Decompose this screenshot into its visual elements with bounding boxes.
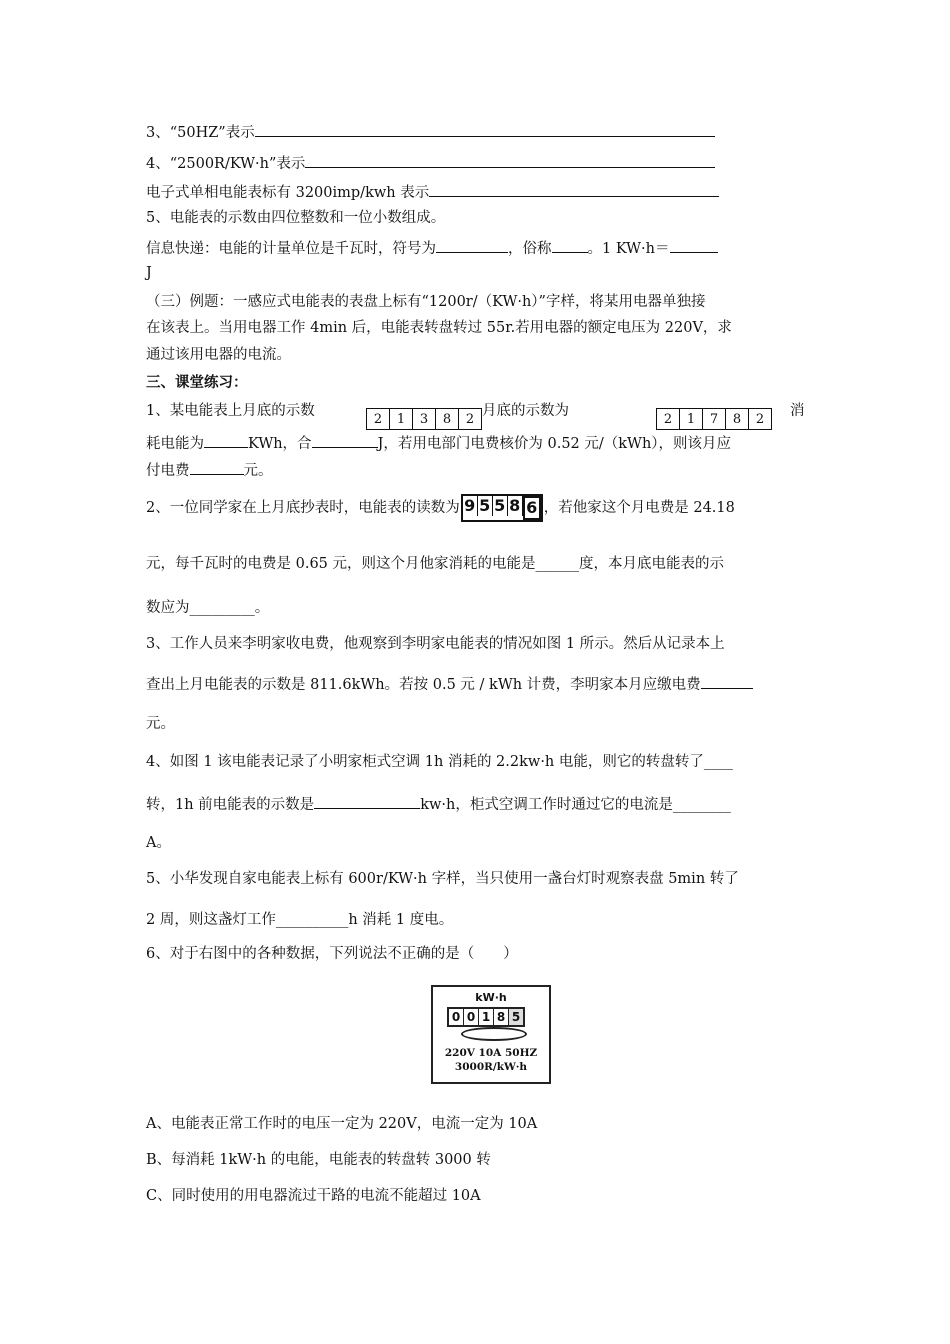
blank[interactable] (255, 121, 715, 137)
q1-month-end (482, 401, 569, 421)
text: C、同时使用的用电器流过干路的电流不能超过 10A (146, 1188, 481, 1204)
text: 转，1h 前电能表的示数是 (146, 797, 315, 813)
text: 消 (790, 403, 805, 419)
q1-line-3 (146, 459, 273, 481)
q4-line-2 (146, 793, 731, 815)
section-heading-practice (146, 373, 248, 393)
digit: 2 (367, 409, 390, 429)
example-line-3 (146, 345, 291, 365)
text: 5、电能表的示数由四位整数和一位小数组成。 (146, 210, 446, 226)
digit: 5 (509, 1009, 523, 1025)
q5-line-1 (146, 869, 739, 889)
meter-spec-1: 220V 10A 50HZ (444, 1047, 538, 1059)
text: J (146, 265, 152, 281)
text: ，俗称 (508, 241, 552, 257)
text: 3、工作人员来李明家收电费，他观察到李明家电能表的情况如图 1 所示。然后从记录本上 (146, 636, 725, 652)
text: 元，每千瓦时的电费是 0.65 元，则这个月他家消耗的电能是______度，本月底电能表的示 (146, 556, 725, 572)
text: 6、对于右图中的各种数据，下列说法不正确的是（ ） (146, 946, 518, 962)
q6-stem (146, 944, 518, 964)
digit: 5 (493, 496, 508, 516)
text: 5、小华发现自家电能表上标有 600r/KW·h 字样，当只使用一盏台灯时观察表盘 5min 转了 (146, 871, 739, 887)
digit: 8 (436, 409, 459, 429)
text: 信息快递：电能的计量单位是千瓦时，符号为 (146, 241, 436, 257)
blank[interactable] (204, 432, 248, 448)
item-3-50hz (146, 121, 715, 143)
text: 三、课堂练习： (146, 374, 248, 391)
info-express (146, 237, 718, 259)
digit: 1 (680, 409, 703, 429)
q2-line-1 (146, 494, 735, 522)
q2-line-2 (146, 554, 724, 574)
reading-display (461, 494, 543, 522)
q3-line-2 (146, 673, 753, 695)
digit: 9 (463, 496, 478, 516)
digit: 8 (494, 1009, 509, 1025)
q4-line-1 (146, 752, 733, 772)
text: B、每消耗 1kW·h 的电能，电能表的转盘转 3000 转 (146, 1152, 491, 1168)
text: KWh，合 (248, 436, 312, 452)
digit: 3 (413, 409, 436, 429)
text: J，若用电部门电费核价为 0.52 元/（kWh），则该月应 (377, 436, 732, 452)
blank[interactable] (305, 152, 715, 168)
q1-line-1 (146, 401, 315, 421)
option-c (146, 1186, 481, 1206)
meter-unit: kW·h (475, 991, 507, 1004)
item-4-2500r (146, 152, 715, 174)
text: A。 (146, 835, 171, 851)
text: kw·h，柜式空调工作时通过它的电流是________ (420, 797, 731, 813)
text: 数应为_________。 (146, 600, 270, 616)
meter-this-month (656, 408, 772, 430)
item-electronic-meter (146, 181, 719, 203)
q1-xiao (790, 401, 805, 421)
text: 4、“2500R/KW·h”表示 (146, 156, 306, 172)
text: 。1 KW·h＝ (587, 241, 670, 257)
text: 1、某电能表上月底的示数 (146, 403, 315, 419)
text: 在该表上。当用电器工作 4min 后，电能表转盘转过 55r.若用电器的额定电压为 220V，求 (146, 320, 732, 336)
unit-j (146, 263, 152, 283)
option-b (146, 1150, 491, 1170)
item-5-digits (146, 208, 445, 228)
text: 月底的示数为 (482, 403, 569, 419)
option-a (146, 1114, 537, 1134)
example-line-2 (146, 318, 732, 338)
q2-line-3 (146, 598, 269, 618)
text: 元。 (243, 463, 273, 479)
text: 4、如图 1 该电能表记录了小明家柜式空调 1h 消耗的 2.2kw·h 电能，则它的转盘转了____ (146, 754, 733, 770)
digit: 8 (726, 409, 749, 429)
meter-figure (431, 985, 551, 1084)
text: （三）例题：一感应式电能表的表盘上标有“1200r/（KW·h）”字样，将某用电器单独接 (146, 294, 706, 310)
blank[interactable] (312, 432, 378, 448)
blank[interactable] (436, 237, 508, 253)
blank[interactable] (429, 181, 719, 197)
blank[interactable] (552, 237, 588, 253)
digit: 6 (523, 496, 541, 520)
text: 2、一位同学家在上月底抄表时，电能表的读数为 (146, 500, 460, 516)
q3-line-1 (146, 634, 725, 654)
blank[interactable] (190, 459, 244, 475)
text: ，若他家这个月电费是 24.18 (543, 500, 735, 516)
q4-line-3 (146, 833, 171, 853)
meter-spec-2: 3000R/kW·h (454, 1061, 528, 1073)
blank[interactable] (701, 673, 753, 689)
text: 元。 (146, 716, 175, 732)
text: 2 周，则这盏灯工作__________h 消耗 1 度电。 (146, 912, 454, 928)
blank[interactable] (314, 793, 420, 809)
digit: 0 (464, 1009, 479, 1025)
digit: 2 (657, 409, 680, 429)
example-line-1 (146, 292, 705, 312)
text: 付电费 (146, 463, 190, 479)
text: 通过该用电器的电流。 (146, 347, 291, 363)
digit: 8 (508, 496, 523, 516)
blank[interactable] (670, 237, 718, 253)
digit: 2 (755, 411, 765, 427)
meter-disc (461, 1027, 527, 1041)
text: 查出上月电能表的示数是 811.6kWh。若按 0.5 元 / kWh 计费，李明家本月应缴电费 (146, 677, 701, 693)
text: 电子式单相电能表标有 3200imp/kwh 表示 (146, 185, 430, 201)
q1-line-2 (146, 432, 731, 454)
meter-last-month (366, 408, 482, 430)
text: A、电能表正常工作时的电压一定为 220V，电流一定为 10A (146, 1116, 538, 1132)
digit: 7 (703, 409, 726, 429)
digit: 1 (479, 1009, 494, 1025)
text: 3、“50HZ”表示 (146, 125, 255, 141)
q3-line-3 (146, 714, 175, 734)
text: 耗电能为 (146, 436, 204, 452)
digit: 5 (478, 496, 493, 516)
meter-digits (447, 1007, 525, 1027)
q5-line-2 (146, 910, 453, 930)
digit: 2 (465, 411, 475, 427)
digit: 0 (449, 1009, 464, 1025)
digit: 1 (390, 409, 413, 429)
